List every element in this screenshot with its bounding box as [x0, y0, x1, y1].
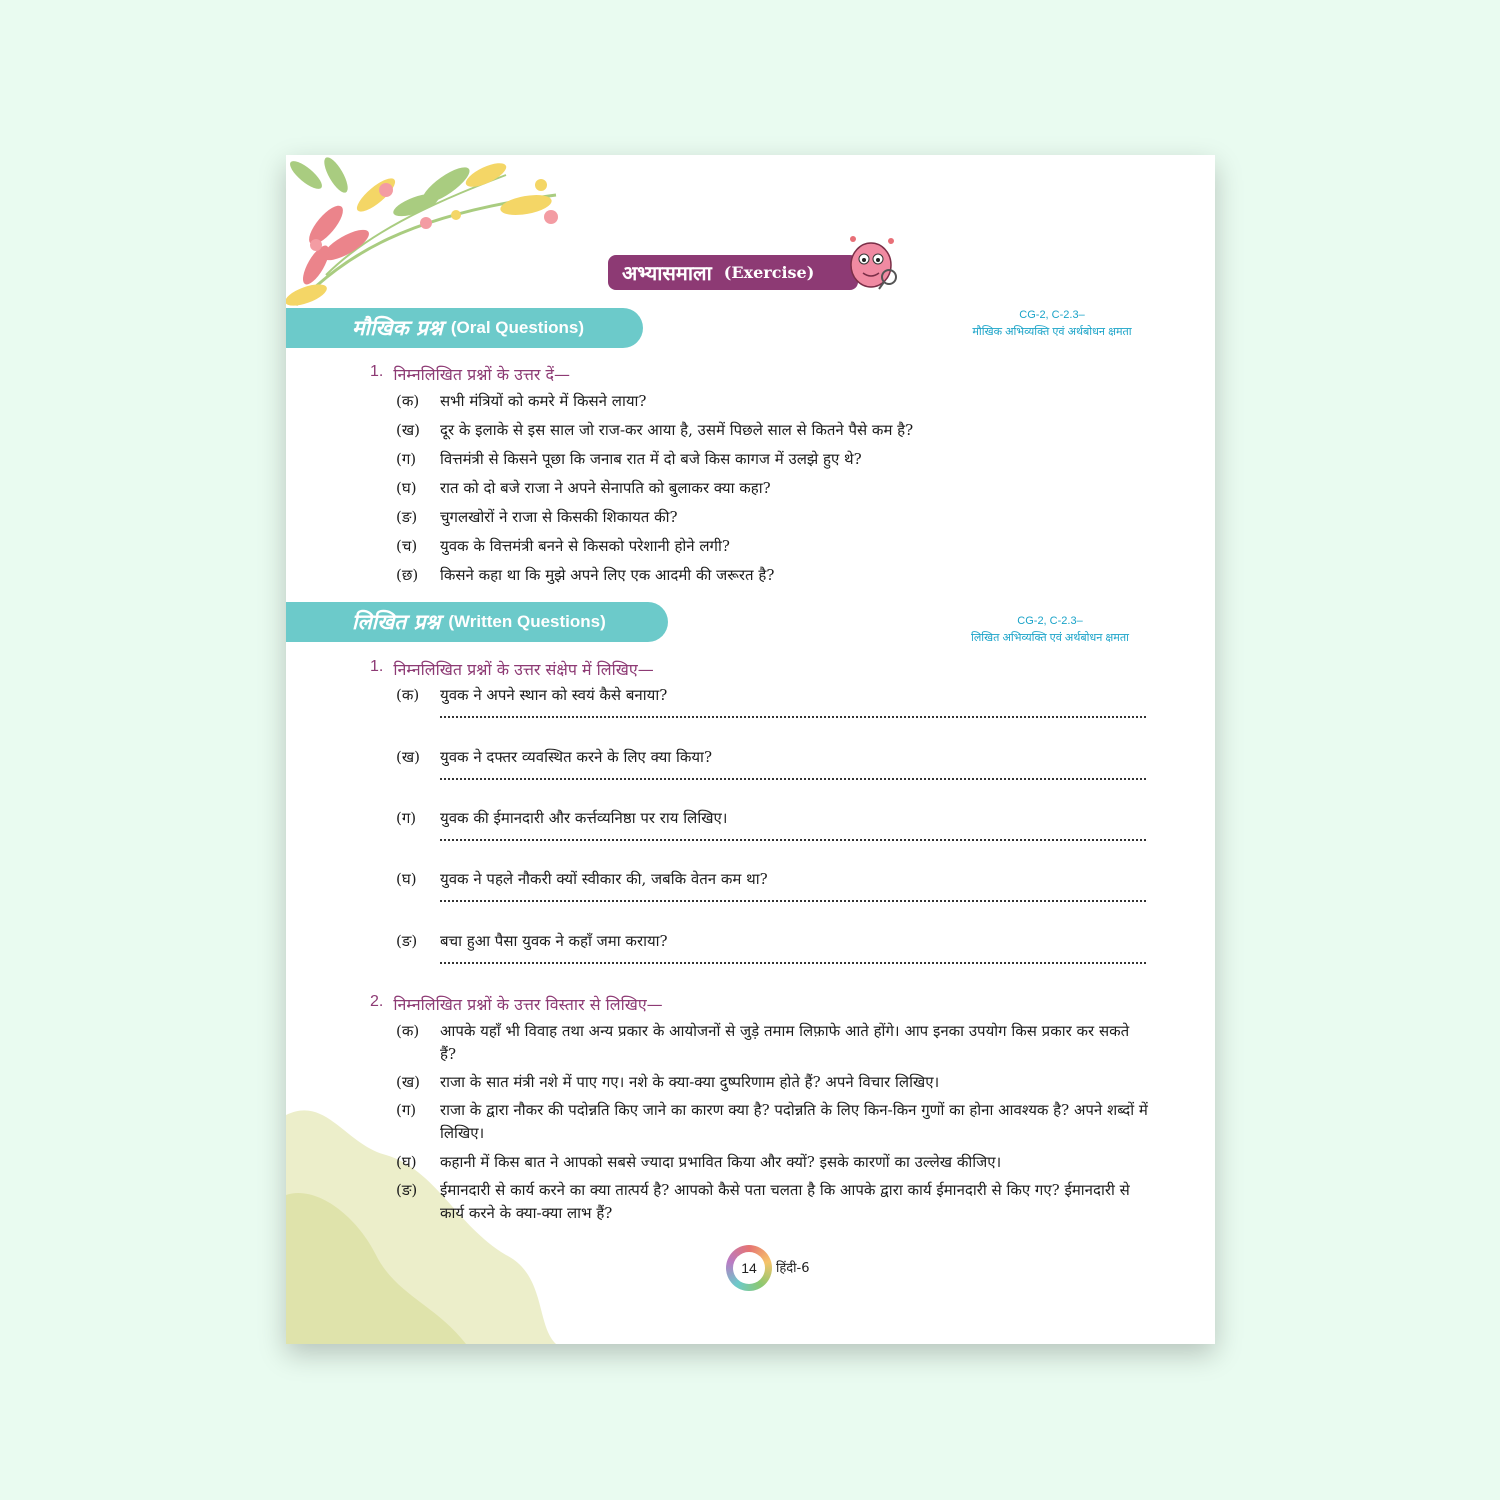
- answer-line[interactable]: [440, 716, 1146, 718]
- written-heading-english: (Written Questions): [448, 612, 606, 631]
- written-questions-banner: [286, 602, 668, 642]
- question-instruction: निम्नलिखित प्रश्नों के उत्तर दें—: [393, 365, 571, 384]
- worksheet-page: [286, 155, 1215, 1344]
- list-item: [396, 477, 1148, 500]
- question-number: 2.: [370, 993, 384, 1010]
- item-text: ईमानदारी से कार्य करने का क्या तात्पर्य है? आपको कैसे पता चलता है कि आपके द्वारा कार्य ईमानदारी से किए गए? ईमानदारी से कार्य करने के क्या-क्या लाभ हैं?: [440, 1181, 1130, 1222]
- question-instruction: निम्नलिखित प्रश्नों के उत्तर संक्षेप में लिखिए—: [393, 660, 654, 679]
- mascot-icon: [841, 233, 901, 295]
- question-instruction: निम्नलिखित प्रश्नों के उत्तर विस्तार से लिखिए—: [393, 995, 663, 1014]
- page-number: 14: [733, 1252, 765, 1284]
- item-label: (ङ): [396, 932, 418, 950]
- item-text: कहानी में किस बात ने आपको सबसे ज्यादा प्रभावित किया और क्यों? इसके कारणों का उल्लेख कीजिए।: [440, 1153, 1002, 1171]
- item-text: युवक के वित्तमंत्री बनने से किसको परेशानी होने लगी?: [440, 537, 730, 555]
- item-label: (घ): [396, 479, 417, 497]
- list-item: [396, 1099, 1148, 1145]
- oral-cg-code: CG-2, C-2.3–: [1019, 309, 1085, 321]
- oral-heading-hindi: मौखिक प्रश्न: [352, 315, 443, 340]
- item-label: (ख): [396, 421, 420, 439]
- answer-line[interactable]: [440, 962, 1146, 964]
- item-label: (क): [396, 1022, 420, 1040]
- list-item: [396, 746, 1148, 769]
- written-question-2-heading: [370, 993, 663, 1015]
- list-item: [396, 1020, 1148, 1066]
- oral-competency-note: [946, 307, 1158, 341]
- written-heading-hindi: लिखित प्रश्न: [352, 609, 441, 634]
- floral-corner-decoration: [286, 155, 576, 315]
- list-item: [396, 684, 1148, 707]
- oral-question-1-heading: [370, 363, 570, 385]
- list-item: [396, 390, 1148, 413]
- list-item: [396, 1179, 1148, 1225]
- page-footer: [726, 1245, 836, 1291]
- list-item: [396, 868, 1148, 891]
- written-competency-note: [946, 613, 1154, 647]
- item-text: वित्तमंत्री से किसने पूछा कि जनाब रात में दो बजे किस कागज में उलझे हुए थे?: [440, 450, 862, 468]
- item-text: राजा के सात मंत्री नशे में पाए गए। नशे के क्या-क्या दुष्परिणाम होते हैं? अपने विचार लिखिए।: [440, 1073, 940, 1091]
- item-text: राजा के द्वारा नौकर की पदोन्नति किए जाने का कारण क्या है? पदोन्नति के लिए किन-किन गुणों का होना आवश्यक है? अपने शब्दों में लिखिए।: [440, 1101, 1148, 1142]
- item-text: बचा हुआ पैसा युवक ने कहाँ जमा कराया?: [440, 932, 668, 950]
- item-text: युवक ने दफ्तर व्यवस्थित करने के लिए क्या किया?: [440, 748, 712, 766]
- oral-cg-desc: मौखिक अभिव्यक्ति एवं अर्थबोधन क्षमता: [972, 326, 1132, 338]
- list-item: [396, 535, 1148, 558]
- title-hindi: अभ्यासमाला: [622, 261, 712, 285]
- item-label: (ख): [396, 1073, 420, 1091]
- item-label: (घ): [396, 1153, 417, 1171]
- oral-questions-banner: [286, 308, 643, 348]
- title-english: (Exercise): [723, 263, 815, 282]
- oral-heading-english: (Oral Questions): [450, 318, 585, 337]
- book-name: हिंदी-6: [776, 1261, 810, 1276]
- list-item: [396, 506, 1148, 529]
- item-text: सभी मंत्रियों को कमरे में किसने लाया?: [440, 392, 647, 410]
- list-item: [396, 419, 1148, 442]
- list-item: [396, 1151, 1148, 1174]
- question-number: 1.: [370, 363, 384, 380]
- answer-line[interactable]: [440, 778, 1146, 780]
- item-label: (ग): [396, 1101, 417, 1119]
- item-text: दूर के इलाके से इस साल जो राज-कर आया है, उसमें पिछले साल से कितने पैसे कम है?: [440, 421, 914, 439]
- item-label: (ग): [396, 450, 417, 468]
- list-item: [396, 807, 1148, 830]
- item-text: आपके यहाँ भी विवाह तथा अन्य प्रकार के आयोजनों से जुड़े तमाम लिफ़ाफे आते होंगे। आप इनका उपयोग किस प्रकार कर सकते हैं?: [440, 1022, 1130, 1063]
- item-label: (ङ): [396, 508, 418, 526]
- written-cg-code: CG-2, C-2.3–: [1017, 615, 1083, 627]
- answer-line[interactable]: [440, 900, 1146, 902]
- list-item: [396, 1071, 1148, 1094]
- item-label: (ख): [396, 748, 420, 766]
- written-question-1-heading: [370, 658, 654, 680]
- written-cg-desc: लिखित अभिव्यक्ति एवं अर्थबोधन क्षमता: [970, 632, 1129, 644]
- page-number-badge: [726, 1245, 772, 1291]
- exercise-title-banner: [608, 255, 858, 290]
- answer-line[interactable]: [440, 839, 1146, 841]
- item-text: युवक ने अपने स्थान को स्वयं कैसे बनाया?: [440, 686, 668, 704]
- list-item: [396, 448, 1148, 471]
- item-label: (क): [396, 392, 420, 410]
- item-text: युवक ने पहले नौकरी क्यों स्वीकार की, जबकि वेतन कम था?: [440, 870, 768, 888]
- item-text: किसने कहा था कि मुझे अपने लिए एक आदमी की जरूरत है?: [440, 566, 775, 584]
- item-label: (छ): [396, 566, 419, 584]
- item-text: चुगलखोरों ने राजा से किसकी शिकायत की?: [440, 508, 678, 526]
- item-label: (क): [396, 686, 420, 704]
- item-label: (ग): [396, 809, 417, 827]
- item-text: रात को दो बजे राजा ने अपने सेनापति को बुलाकर क्या कहा?: [440, 479, 771, 497]
- item-text: युवक की ईमानदारी और कर्त्तव्यनिष्ठा पर राय लिखिए।: [440, 809, 728, 827]
- list-item: [396, 564, 1148, 587]
- item-label: (घ): [396, 870, 417, 888]
- question-number: 1.: [370, 658, 384, 675]
- item-label: (च): [396, 537, 418, 555]
- item-label: (ङ): [396, 1181, 418, 1199]
- list-item: [396, 930, 1148, 953]
